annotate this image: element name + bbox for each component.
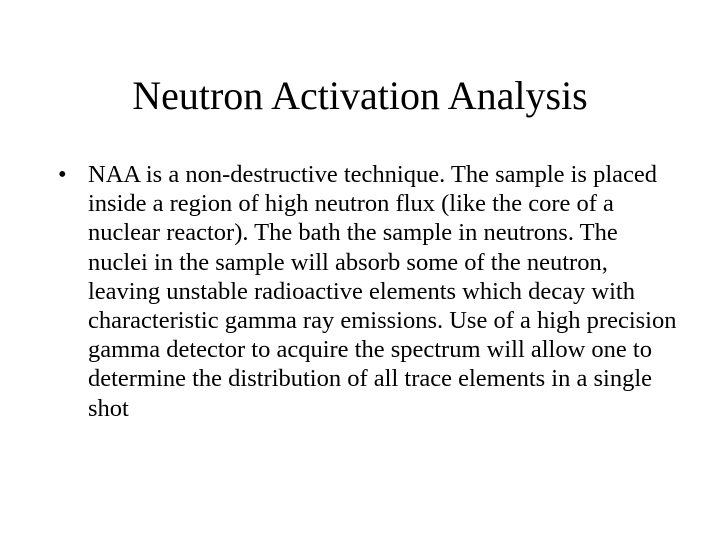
bullet-marker: • <box>58 161 67 188</box>
bullet-item <box>58 160 678 423</box>
bullet-list <box>58 160 678 423</box>
slide-title: Neutron Activation Analysis <box>132 73 588 118</box>
bullet-text: NAA is a non-destructive technique. The sample is placed inside a region of high neutron flux (like the core of a nuclear reactor). The bath the sample in neutrons. The nuclei in the sample will absorb some of the neutron, leaving unstable radioactive elements which decay with characteristic gamma ray emissions. Use of a high precision gamma detector to acquire the spectrum will allow one to determine the distribution of all trace elements in a single shot <box>88 161 677 422</box>
